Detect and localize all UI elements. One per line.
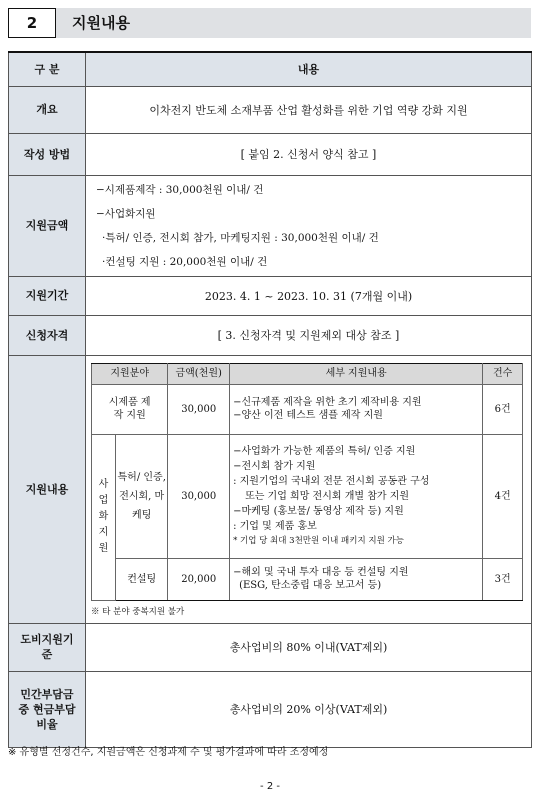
row-support	[9, 355, 532, 623]
province-label: 도비지원기준	[9, 623, 86, 671]
support-label: 지원내용	[9, 355, 86, 623]
amount-line: ·특허/ 인증, 전시회 참가, 마케팅지원 : 30,000천원 이내/ 건	[102, 231, 379, 244]
row-method	[9, 133, 532, 175]
inner-row-marketing	[92, 434, 523, 558]
consulting-amount: 20,000	[168, 558, 230, 600]
eligibility-value: [ 3. 신청자격 및 지원제외 대상 참조 ]	[86, 315, 532, 355]
row-overview	[9, 86, 532, 133]
amount-line: −사업화지원	[96, 207, 156, 220]
marketing-field: 특허/ 인증, 전시회, 마케팅	[116, 434, 168, 558]
prototype-count: 6건	[483, 384, 523, 434]
inner-header-count: 건수	[483, 363, 523, 384]
row-eligibility	[9, 315, 532, 355]
inner-header-field: 지원분야	[92, 363, 168, 384]
marketing-amount: 30,000	[168, 434, 230, 558]
consulting-field: 컨설팅	[116, 558, 168, 600]
inner-header-details: 세부 지원내용	[230, 363, 483, 384]
row-amount	[9, 175, 532, 276]
inner-header-row	[92, 363, 523, 384]
amount-value	[86, 175, 532, 276]
support-detail-table	[91, 363, 523, 601]
marketing-count: 4건	[483, 434, 523, 558]
private-label: 민간부담금중 현금부담비율	[9, 671, 86, 747]
inner-note: ※ 타 분야 중복지원 불가	[91, 606, 185, 617]
support-table	[8, 51, 532, 748]
header-content: 내용	[86, 52, 532, 86]
amount-line: ·컨설팅 지원 : 20,000천원 이내/ 건	[102, 255, 268, 268]
period-value: 2023. 4. 1 ~ 2023. 10. 31 (7개월 이내)	[86, 276, 532, 315]
footnote: ※ 유형별 선정건수, 지원금액은 신청과제 수 및 평가결과에 따라 조정예정	[8, 747, 329, 758]
amount-line: −시제품제작 : 30,000천원 이내/ 건	[96, 183, 264, 196]
private-value: 총사업비의 20% 이상(VAT제외)	[86, 671, 532, 747]
section-header	[8, 8, 531, 38]
consulting-count: 3건	[483, 558, 523, 600]
period-label: 지원기간	[9, 276, 86, 315]
page-number: - 2 -	[260, 781, 280, 792]
inner-header-amount: 금액(천원)	[168, 363, 230, 384]
row-private	[9, 671, 532, 747]
inner-row-prototype	[92, 384, 523, 434]
table-header-row	[9, 52, 532, 86]
inner-row-consulting	[92, 558, 523, 600]
method-label: 작성 방법	[9, 133, 86, 175]
eligibility-label: 신청자격	[9, 315, 86, 355]
row-period	[9, 276, 532, 315]
method-value: [ 붙임 2. 신청서 양식 참고 ]	[86, 133, 532, 175]
row-province	[9, 623, 532, 671]
overview-label: 개요	[9, 86, 86, 133]
prototype-amount: 30,000	[168, 384, 230, 434]
section-title: 지원내용	[72, 14, 130, 32]
header-label: 구 분	[9, 52, 86, 86]
prototype-details: −신규제품 제작을 위한 초기 제작비용 지원 −양산 이전 테스트 샘플 제작 지원	[230, 384, 483, 434]
prototype-field: 시제품 제작 지원	[92, 384, 168, 434]
commercial-group-label: 사업화지원	[92, 434, 116, 600]
consulting-details: −해외 및 국내 투자 대응 등 컨설팅 지원 (ESG, 탄소중립 대응 보고서 등)	[230, 558, 483, 600]
overview-value: 이차전지 반도체 소재부품 산업 활성화를 위한 기업 역량 강화 지원	[86, 86, 532, 133]
marketing-details: −사업화가 가능한 제품의 특허/ 인증 지원 −전시회 참가 지원 : 지원기업의 국내외 전문 전시회 공동관 구성 또는 기업 희망 전시회 개별 참가 지원 −마케팅 (홍보물/ 동영상 제작 등) 지원 : 기업 및 제품 홍보 * 기업 당 최대 3천만원 이내 패키지 지원 가능	[230, 434, 483, 558]
section-number: 2	[8, 8, 56, 38]
province-value: 총사업비의 80% 이내(VAT제외)	[86, 623, 532, 671]
support-value	[86, 355, 532, 623]
amount-label: 지원금액	[9, 175, 86, 276]
